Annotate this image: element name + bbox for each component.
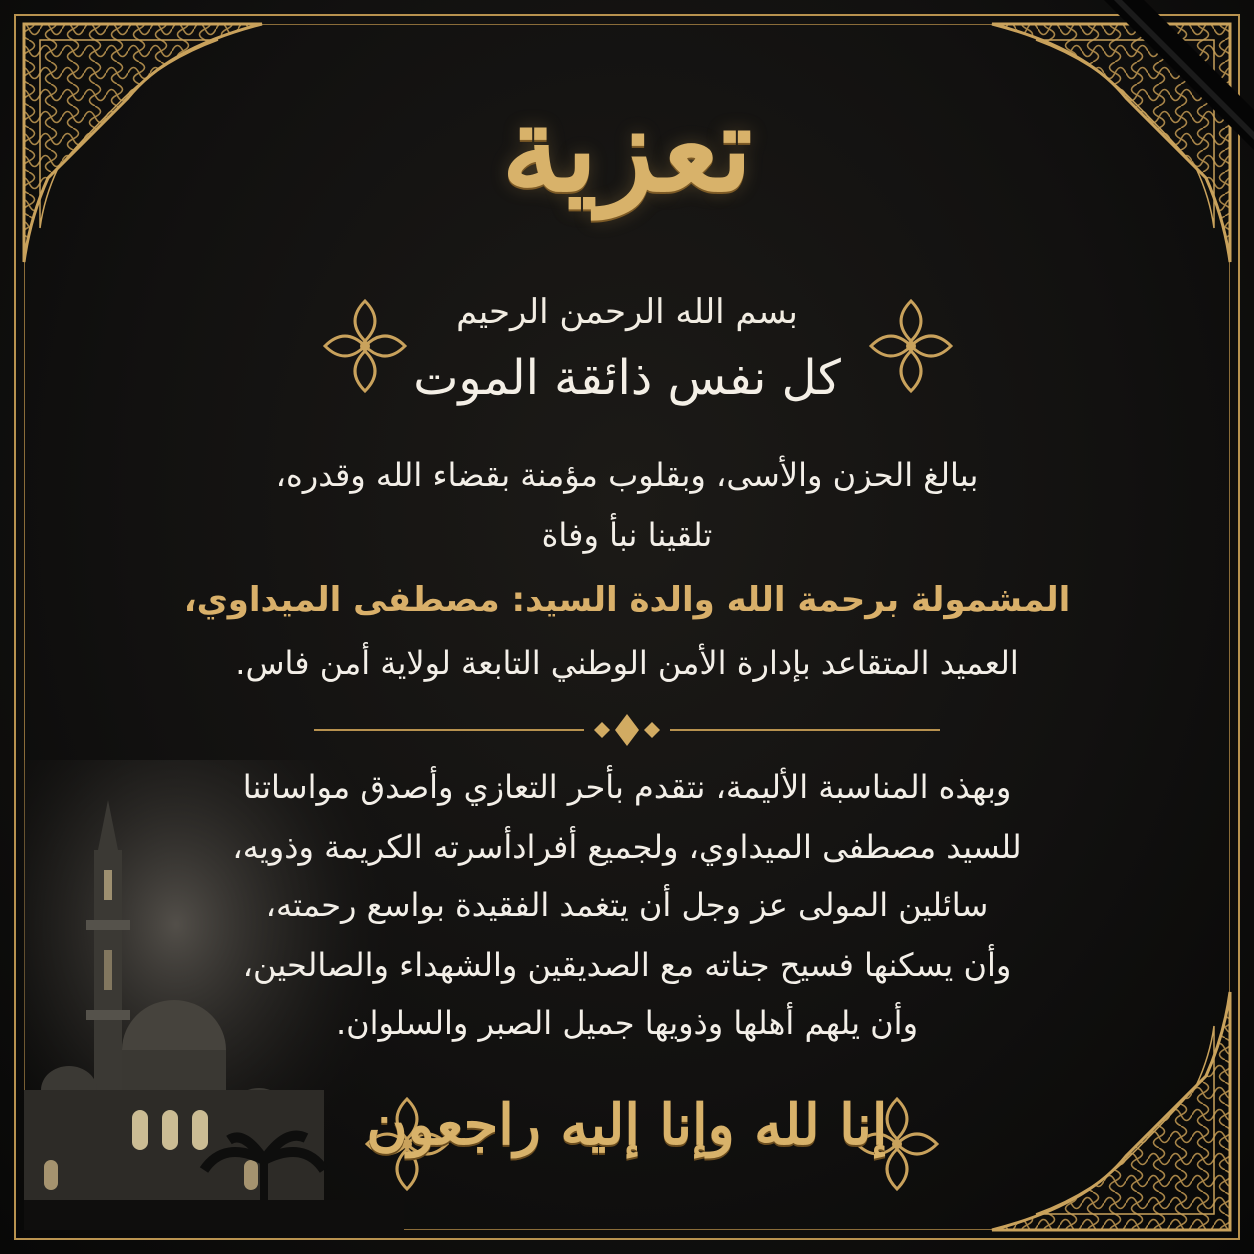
intro-line-2: تلقينا نبأ وفاة — [541, 516, 713, 554]
divider-diamond-icon — [314, 712, 940, 748]
condolence-line-4: وأن يسكنها فسيح جناته مع الصديقين والشهداء والصالحين، — [242, 946, 1012, 984]
basmala: بسم الله الرحمن الرحيم — [456, 292, 798, 332]
deceased-line: المشمولة برحمة الله والدة السيد: مصطفى الميداوي، — [183, 580, 1071, 620]
quran-verse: كل نفس ذائقة الموت — [413, 350, 841, 406]
rank-line: العميد المتقاعد بإدارة الأمن الوطني التابعة لولاية أمن فاس. — [235, 644, 1019, 682]
condolence-line-5: وأن يلهم أهلها وذويها جميل الصبر والسلوان. — [335, 1004, 919, 1042]
intro-line-1: ببالغ الحزن والأسى، وبقلوب مؤمنة بقضاء الله وقدره، — [275, 456, 979, 494]
closing-verse: إنا لله وإنا إليه راجعون — [366, 1092, 888, 1158]
condolence-line-1: وبهذه المناسبة الأليمة، نتقدم بأحر التعازي وأصدق مواساتنا — [242, 768, 1012, 806]
condolence-line-2: للسيد مصطفى الميداوي، ولجميع أفرادأسرته الكريمة وذويه، — [232, 828, 1022, 866]
condolence-line-3: سائلين المولى عز وجل أن يتغمد الفقيدة بواسع رحمته، — [265, 886, 989, 924]
card-title: تعزية — [501, 79, 753, 218]
